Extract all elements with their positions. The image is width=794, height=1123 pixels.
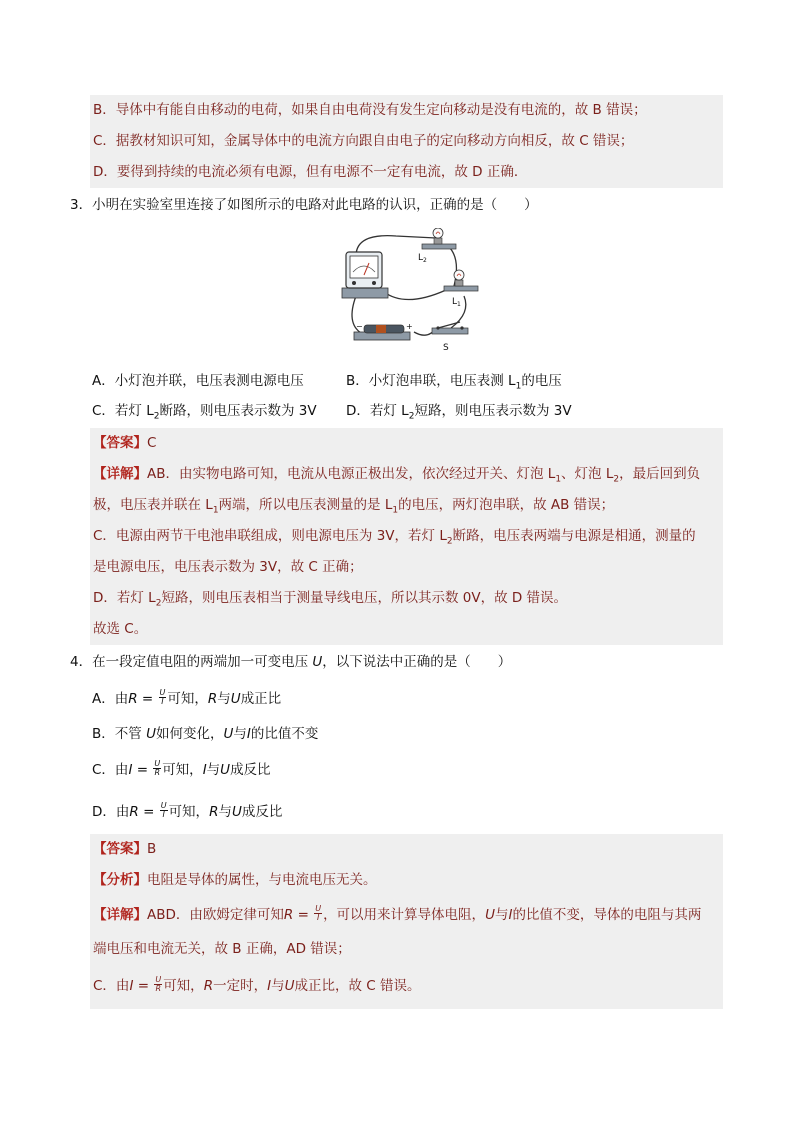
q2-option-c-analysis: C．据教材知识可知，金属导体中的电流方向跟自由电子的定向移动方向相反，故 C 错误； — [93, 133, 634, 149]
q2-answer-block — [90, 95, 723, 188]
q3-options-row-2 — [92, 400, 572, 428]
q4-option-c[interactable]: C．由I = $\frac{U}{R}$ 可知，I与U成反比 — [92, 758, 271, 778]
circuit-diagram — [336, 228, 484, 356]
q3-option-a[interactable]: A．小灯泡并联，电压表测电源电压 — [92, 373, 304, 389]
bulb-l1-icon — [444, 270, 478, 291]
q3-detail-4: 是电源电压，电压表示数为 3V，故 C 正确； — [93, 559, 363, 575]
q3-detail-2: 极，电压表并联在 $L_1$两端，所以电压表测量的是 $L_1$的电压，两灯泡串联，故 AB 错误； — [93, 497, 615, 516]
q4-option-b[interactable]: B．不管 U如何变化，U与I的比值不变 — [92, 726, 319, 742]
q2-option-d-analysis: D．要得到持续的电流必须有电源，但有电源不一定有电流，故 D 正确． — [93, 164, 528, 180]
switch-label: S — [443, 343, 449, 353]
voltmeter-icon — [342, 252, 388, 298]
q4-detail-2: 端电压和电流无关，故 B 正确，AD 错误； — [93, 941, 351, 957]
l1-label: $L_1$ — [452, 297, 461, 308]
q4-answer-block — [90, 834, 723, 1009]
bulb-l2-icon — [422, 228, 456, 249]
l2-label: $L_2$ — [418, 253, 427, 264]
q4-analysis: 【分析】电阻是导体的属性，与电流电压无关。 — [93, 872, 377, 888]
q4-detail-3: C．由I = $\frac{U}{R}$ 可知，R一定时，I与U成正比，故 C 错误。 — [93, 974, 421, 994]
q3-answer: 【答案】C — [93, 435, 157, 451]
q3-option-d[interactable]: D．若灯 $L_2$短路，则电压表示数为 3V — [346, 403, 572, 422]
q3-option-c[interactable]: C．若灯 $L_2$断路，则电压表示数为 3V — [92, 403, 317, 422]
q3-answer-block — [90, 428, 723, 645]
battery-plus-label: + — [406, 322, 413, 331]
q4-stem: 4．在一段定值电阻的两端加一可变电压 U，以下说法中正确的是（ ） — [70, 654, 512, 670]
q3-stem: 3．小明在实验室里连接了如图所示的电路对此电路的认识，正确的是（ ） — [70, 197, 538, 213]
q3-option-b[interactable]: B．小灯泡串联，电压表测 $L_1$的电压 — [346, 373, 562, 392]
q4-option-a[interactable]: A．由R = $\frac{U}{I}$ 可知，R与U成正比 — [92, 687, 282, 707]
q3-detail-1: 【详解】AB．由实物电路可知，电流从电源正极出发，依次经过开关、灯泡 $L_1$、灯泡 $L_2$，最后回到负 — [93, 466, 701, 485]
q3-detail-3: C．电源由两节干电池串联组成，则电源电压为 3V，若灯 $L_2$断路，电压表两端与电源是相通，测量的 — [93, 528, 696, 547]
q4-answer: 【答案】B — [93, 841, 157, 857]
q2-option-b-analysis: B．导体中有能自由移动的电荷，如果自由电荷没有发生定向移动是没有电流的，故 B 错误； — [93, 102, 647, 118]
q3-conclusion: 故选 C。 — [93, 621, 148, 637]
q3-options-row-1 — [92, 370, 562, 392]
q4-option-d[interactable]: D．由R = $\frac{U}{I}$ 可知，R与U成反比 — [92, 800, 283, 820]
battery-minus-label: − — [356, 322, 363, 331]
switch-icon — [432, 322, 468, 334]
q3-detail-5: D．若灯 $L_2$短路，则电压表相当于测量导线电压，所以其示数 0V，故 D 错误。 — [93, 590, 568, 609]
q4-detail-1: 【详解】ABD．由欧姆定律可知R = $\frac{U}{I}$ ，可以用来计算导体电阻，U与I的比值不变，导体的电阻与其两 — [93, 903, 702, 923]
